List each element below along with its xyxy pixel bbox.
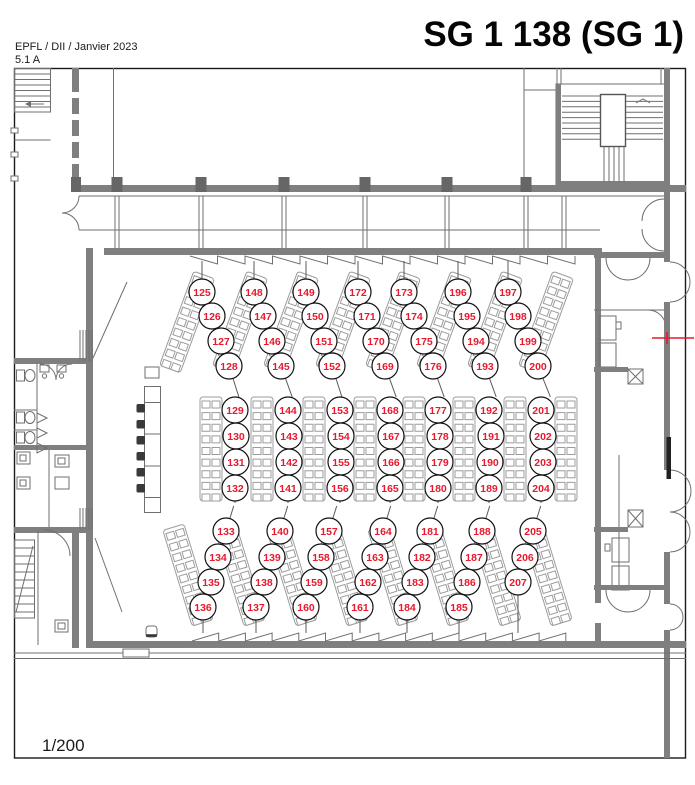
svg-text:202: 202 <box>534 430 552 443</box>
svg-text:171: 171 <box>358 310 376 323</box>
svg-text:198: 198 <box>509 310 527 323</box>
svg-text:155: 155 <box>332 456 350 469</box>
svg-text:179: 179 <box>431 456 449 469</box>
desk-strip <box>251 397 273 501</box>
svg-text:156: 156 <box>331 482 349 495</box>
seat-marker-156[interactable] <box>327 475 353 501</box>
svg-text:152: 152 <box>323 360 341 373</box>
svg-text:182: 182 <box>413 551 431 564</box>
seat-marker-153[interactable] <box>327 397 353 423</box>
svg-text:150: 150 <box>306 310 324 323</box>
seat-marker-186[interactable] <box>454 569 480 595</box>
svg-text:166: 166 <box>382 456 400 469</box>
door-arc <box>670 604 683 630</box>
svg-text:172: 172 <box>349 286 367 299</box>
tier-steps-bottom <box>192 633 566 641</box>
desk-strip <box>303 397 325 501</box>
svg-text:204: 204 <box>532 482 550 495</box>
seat-marker-137[interactable] <box>243 594 269 620</box>
door-arc <box>670 262 690 302</box>
seat-marker-132[interactable] <box>222 475 248 501</box>
table-chair <box>137 452 146 461</box>
scale-label: 1/200 <box>42 736 85 755</box>
svg-text:126: 126 <box>203 310 221 323</box>
svg-text:154: 154 <box>332 430 350 443</box>
seat-marker-147[interactable] <box>250 303 276 329</box>
seat-marker-163[interactable] <box>362 544 388 570</box>
page-title: SG 1 138 (SG 1) <box>423 15 684 54</box>
door-mat <box>123 649 149 657</box>
svg-text:145: 145 <box>272 360 290 373</box>
door-arc <box>62 196 79 213</box>
svg-text:137: 137 <box>247 601 265 614</box>
svg-text:183: 183 <box>406 576 424 589</box>
seating-area <box>160 261 577 633</box>
door-arc <box>44 530 70 556</box>
svg-text:158: 158 <box>312 551 330 564</box>
outer-right-wall <box>664 68 691 758</box>
svg-text:127: 127 <box>212 335 230 348</box>
right-rooms <box>594 252 670 612</box>
seat-marker-152[interactable] <box>319 353 345 379</box>
svg-text:157: 157 <box>320 525 338 538</box>
seat-marker-133[interactable] <box>213 518 239 544</box>
seat-marker-200[interactable] <box>525 353 551 379</box>
seat-marker-185[interactable] <box>446 594 472 620</box>
seat-marker-134[interactable] <box>205 544 231 570</box>
seat-marker-129[interactable] <box>222 397 248 423</box>
svg-text:169: 169 <box>376 360 394 373</box>
desk-strip <box>453 397 475 501</box>
door-arc <box>642 199 664 221</box>
svg-text:189: 189 <box>480 482 498 495</box>
seat-marker-169[interactable] <box>372 353 398 379</box>
seat-marker-202[interactable] <box>530 423 556 449</box>
seat-marker-148[interactable] <box>241 279 267 305</box>
svg-text:167: 167 <box>382 430 400 443</box>
svg-text:190: 190 <box>481 456 499 469</box>
door-swing-line <box>93 282 127 358</box>
door-arc <box>62 213 79 230</box>
svg-text:199: 199 <box>519 335 537 348</box>
svg-text:131: 131 <box>227 456 245 469</box>
svg-text:176: 176 <box>424 360 442 373</box>
door-arc <box>642 229 664 251</box>
table-chair <box>137 404 146 413</box>
svg-text:140: 140 <box>271 525 289 538</box>
seat-marker-206[interactable] <box>512 544 538 570</box>
seat-marker-184[interactable] <box>394 594 420 620</box>
svg-text:168: 168 <box>381 404 399 417</box>
toilet-rooms <box>14 358 86 533</box>
svg-text:151: 151 <box>315 335 333 348</box>
tier-steps-top <box>190 256 575 264</box>
seat-marker-145[interactable] <box>268 353 294 379</box>
seat-marker-174[interactable] <box>401 303 427 329</box>
svg-text:125: 125 <box>193 286 211 299</box>
seat-marker-182[interactable] <box>409 544 435 570</box>
svg-text:132: 132 <box>226 482 244 495</box>
seat-marker-205[interactable] <box>520 518 546 544</box>
svg-text:205: 205 <box>524 525 542 538</box>
svg-text:175: 175 <box>415 335 433 348</box>
seat-marker-142[interactable] <box>276 449 302 475</box>
svg-text:178: 178 <box>431 430 449 443</box>
wc-fixture <box>25 370 35 382</box>
seat-marker-180[interactable] <box>425 475 451 501</box>
seat-marker-198[interactable] <box>505 303 531 329</box>
svg-text:161: 161 <box>351 601 369 614</box>
svg-text:188: 188 <box>473 525 491 538</box>
wc-fixture <box>17 412 25 423</box>
wc-fixture <box>17 432 25 443</box>
seat-marker-128[interactable] <box>216 353 242 379</box>
seat-marker-149[interactable] <box>293 279 319 305</box>
svg-text:146: 146 <box>263 335 281 348</box>
seating-band-middle <box>200 397 577 503</box>
svg-text:136: 136 <box>194 601 212 614</box>
seat-marker-155[interactable] <box>328 449 354 475</box>
seat-marker-162[interactable] <box>355 569 381 595</box>
door-arc <box>648 310 666 328</box>
wc-fixture <box>25 412 35 424</box>
seat-marker-166[interactable] <box>378 449 404 475</box>
chair <box>616 322 621 329</box>
svg-text:184: 184 <box>398 601 416 614</box>
svg-text:195: 195 <box>458 310 476 323</box>
seat-marker-138[interactable] <box>251 569 277 595</box>
desk <box>599 316 616 340</box>
seat-marker-175[interactable] <box>411 328 437 354</box>
door-arc <box>670 512 690 552</box>
seat-marker-193[interactable] <box>472 353 498 379</box>
svg-text:129: 129 <box>226 404 244 417</box>
seat-marker-172[interactable] <box>345 279 371 305</box>
svg-text:149: 149 <box>297 286 315 299</box>
door-arc <box>606 590 628 612</box>
seat-marker-192[interactable] <box>476 397 502 423</box>
wc-fixture <box>25 432 35 444</box>
door-arc <box>628 590 650 612</box>
seat-marker-173[interactable] <box>391 279 417 305</box>
seat-marker-199[interactable] <box>515 328 541 354</box>
seat-marker-207[interactable] <box>505 569 531 595</box>
urinal-fixture <box>37 428 47 438</box>
seat-marker-150[interactable] <box>302 303 328 329</box>
table-chair <box>137 420 146 429</box>
svg-text:128: 128 <box>220 360 238 373</box>
svg-text:200: 200 <box>529 360 547 373</box>
elevator-shaft-bar <box>667 437 672 479</box>
door-swing-line <box>95 538 122 612</box>
svg-text:162: 162 <box>359 576 377 589</box>
seat-marker-204[interactable] <box>528 475 554 501</box>
svg-text:203: 203 <box>534 456 552 469</box>
seat-marker-125[interactable] <box>189 279 215 305</box>
seat-marker-144[interactable] <box>275 397 301 423</box>
seat-marker-171[interactable] <box>354 303 380 329</box>
svg-text:196: 196 <box>449 286 467 299</box>
svg-text:185: 185 <box>450 601 468 614</box>
corridor-top <box>62 177 686 251</box>
svg-text:187: 187 <box>465 551 483 564</box>
svg-text:194: 194 <box>467 335 485 348</box>
svg-text:130: 130 <box>227 430 245 443</box>
seat-marker-195[interactable] <box>454 303 480 329</box>
seat-marker-158[interactable] <box>308 544 334 570</box>
seat-marker-159[interactable] <box>301 569 327 595</box>
svg-text:148: 148 <box>245 286 263 299</box>
seat-marker-151[interactable] <box>311 328 337 354</box>
svg-text:191: 191 <box>482 430 500 443</box>
seat-marker-136[interactable] <box>190 594 216 620</box>
seat-marker-203[interactable] <box>530 449 556 475</box>
seat-marker-127[interactable] <box>208 328 234 354</box>
svg-text:170: 170 <box>367 335 385 348</box>
seat-marker-139[interactable] <box>259 544 285 570</box>
svg-text:164: 164 <box>374 525 392 538</box>
seat-marker-130[interactable] <box>223 423 249 449</box>
svg-text:153: 153 <box>331 404 349 417</box>
desk <box>599 343 616 367</box>
seat-marker-179[interactable] <box>427 449 453 475</box>
svg-text:135: 135 <box>202 576 220 589</box>
seat-marker-161[interactable] <box>347 594 373 620</box>
seat-marker-165[interactable] <box>377 475 403 501</box>
svg-text:133: 133 <box>217 525 235 538</box>
seat-marker-191[interactable] <box>478 423 504 449</box>
desk-strip <box>504 397 526 501</box>
svg-text:159: 159 <box>305 576 323 589</box>
seat-marker-194[interactable] <box>463 328 489 354</box>
seat-marker-146[interactable] <box>259 328 285 354</box>
seat-marker-157[interactable] <box>316 518 342 544</box>
seat-marker-140[interactable] <box>267 518 293 544</box>
seat-marker-183[interactable] <box>402 569 428 595</box>
table-chair <box>137 468 146 477</box>
seat-marker-196[interactable] <box>445 279 471 305</box>
seat-marker-178[interactable] <box>427 423 453 449</box>
svg-text:192: 192 <box>480 404 498 417</box>
svg-text:174: 174 <box>405 310 423 323</box>
door-arc <box>628 258 650 280</box>
desk-strip <box>403 397 425 501</box>
seating-band-front <box>163 506 572 633</box>
desk-strip <box>354 397 376 501</box>
seat-marker-164[interactable] <box>370 518 396 544</box>
svg-text:139: 139 <box>263 551 281 564</box>
svg-text:181: 181 <box>421 525 439 538</box>
desk-strip <box>555 397 577 501</box>
svg-text:138: 138 <box>255 576 273 589</box>
svg-text:160: 160 <box>297 601 315 614</box>
seat-marker-181[interactable] <box>417 518 443 544</box>
seat-marker-188[interactable] <box>469 518 495 544</box>
svg-text:186: 186 <box>458 576 476 589</box>
svg-text:141: 141 <box>279 482 297 495</box>
seat-marker-141[interactable] <box>275 475 301 501</box>
podium-table <box>145 367 161 513</box>
seat-marker-160[interactable] <box>293 594 319 620</box>
svg-text:206: 206 <box>516 551 534 564</box>
presenter-chair <box>146 626 157 637</box>
seat-marker-187[interactable] <box>461 544 487 570</box>
chair <box>605 544 610 551</box>
desk-strip <box>200 397 222 501</box>
svg-text:147: 147 <box>254 310 272 323</box>
svg-text:144: 144 <box>279 404 297 417</box>
seat-marker-189[interactable] <box>476 475 502 501</box>
svg-text:134: 134 <box>209 551 227 564</box>
svg-text:142: 142 <box>280 456 298 469</box>
door-arc <box>670 470 691 512</box>
seating-band-rear <box>160 261 574 397</box>
svg-text:173: 173 <box>395 286 413 299</box>
seat-marker-170[interactable] <box>363 328 389 354</box>
table-chair <box>137 484 146 493</box>
svg-text:143: 143 <box>280 430 298 443</box>
seat-marker-176[interactable] <box>420 353 446 379</box>
bottom-strip <box>14 649 686 659</box>
svg-text:201: 201 <box>532 404 550 417</box>
svg-text:207: 207 <box>509 576 527 589</box>
seat-marker-201[interactable] <box>528 397 554 423</box>
project-label: EPFL / DII / Janvier 2023 <box>15 41 138 53</box>
wc-fixture <box>17 370 25 381</box>
seat-marker-168[interactable] <box>377 397 403 423</box>
level-marker-red <box>652 332 694 344</box>
svg-text:165: 165 <box>381 482 399 495</box>
table-chair <box>137 436 146 445</box>
desk <box>612 538 629 562</box>
seat-marker-126[interactable] <box>199 303 225 329</box>
seat-marker-190[interactable] <box>477 449 503 475</box>
seat-marker-167[interactable] <box>378 423 404 449</box>
seat-marker-135[interactable] <box>198 569 224 595</box>
seat-marker-177[interactable] <box>425 397 451 423</box>
version-label: 5.1 A <box>15 54 41 66</box>
urinal-fixture <box>37 413 47 423</box>
seat-marker-131[interactable] <box>223 449 249 475</box>
svg-text:163: 163 <box>366 551 384 564</box>
svg-text:197: 197 <box>499 286 517 299</box>
svg-text:180: 180 <box>429 482 447 495</box>
seat-marker-197[interactable] <box>495 279 521 305</box>
seat-marker-154[interactable] <box>328 423 354 449</box>
door-arc <box>606 258 628 280</box>
left-upper-wall <box>11 68 114 188</box>
svg-text:177: 177 <box>429 404 447 417</box>
svg-text:193: 193 <box>476 360 494 373</box>
seat-marker-143[interactable] <box>276 423 302 449</box>
